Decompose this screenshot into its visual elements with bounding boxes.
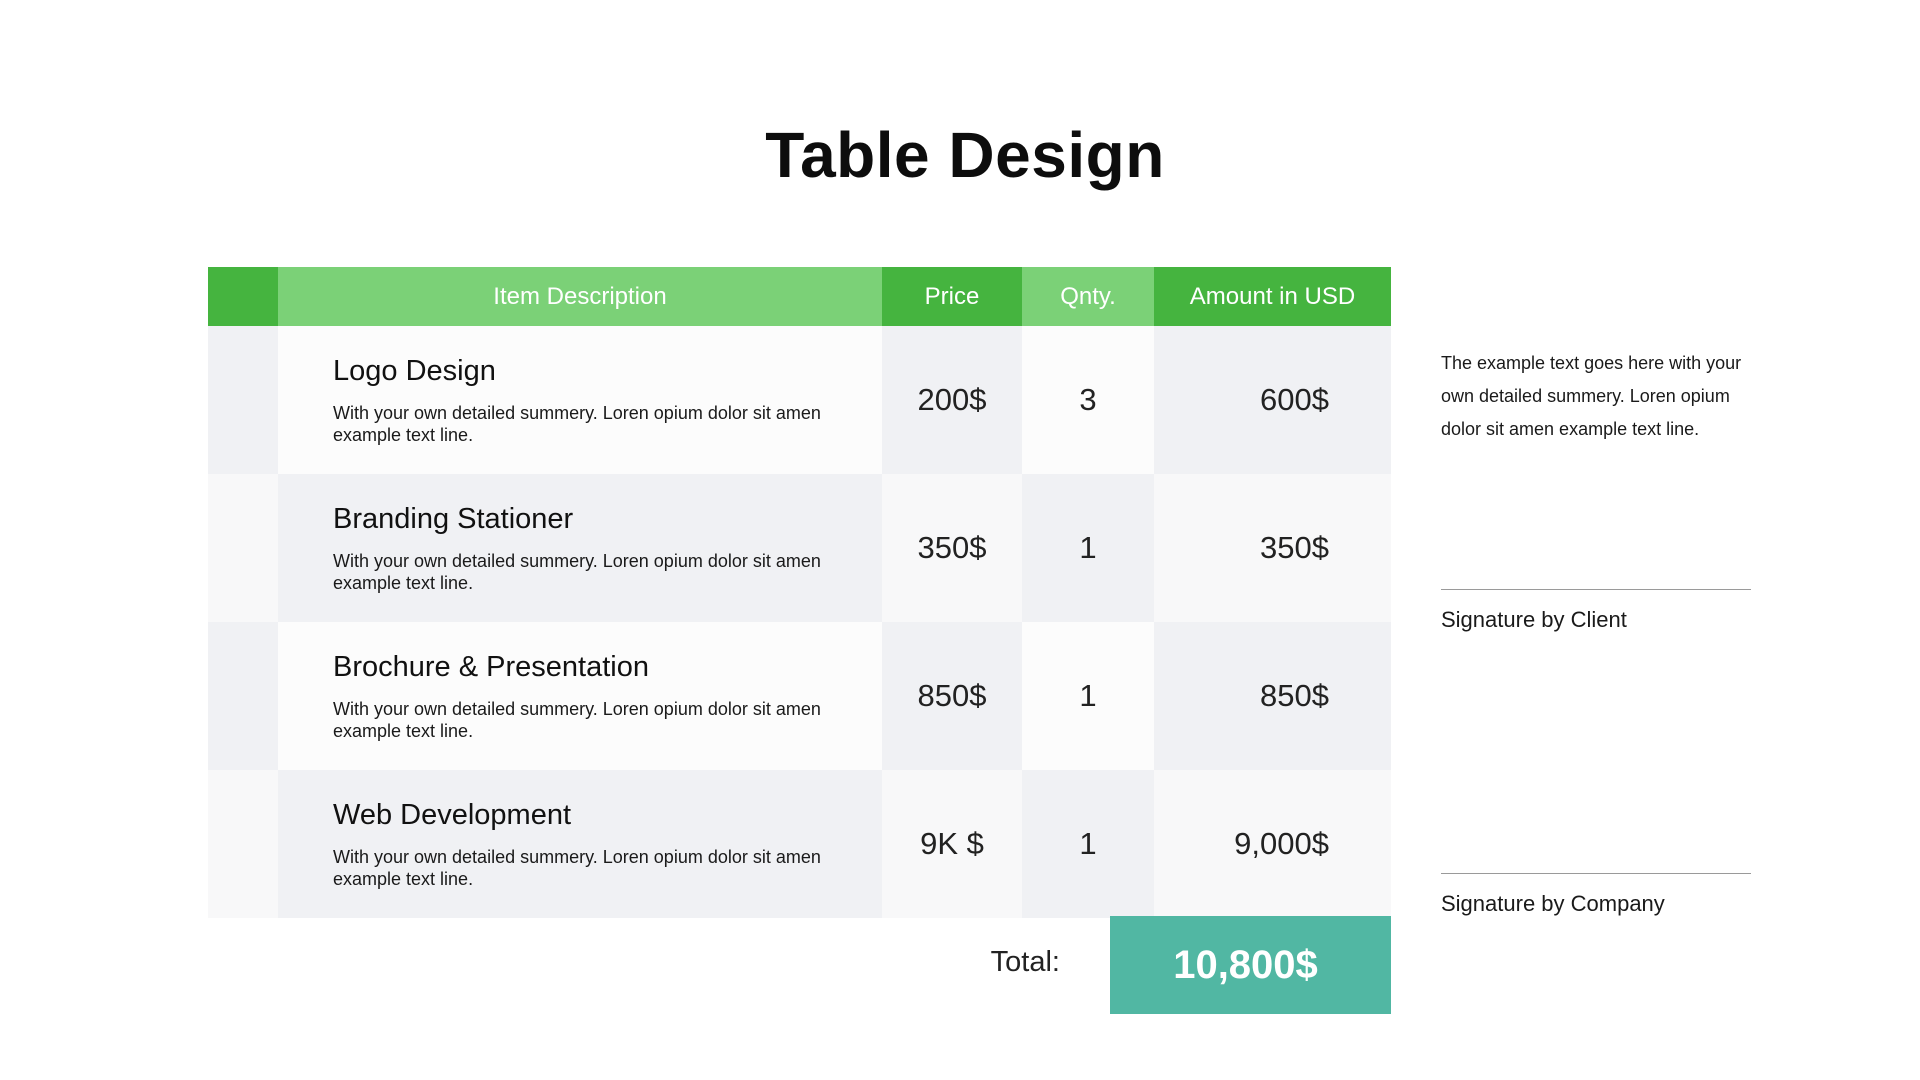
item-amount: 850$ <box>1154 622 1391 770</box>
item-title: Brochure & Presentation <box>333 650 649 683</box>
item-summary: With your own detailed summery. Loren opium dolor sit amen example text line. <box>333 698 821 741</box>
row-marker <box>208 622 278 770</box>
company-signature-label: Signature by Company <box>1441 891 1665 916</box>
item-price: 9K $ <box>882 770 1022 918</box>
item-description-cell <box>278 770 882 918</box>
total-value: 10,800$ <box>1110 916 1391 1014</box>
item-description-cell <box>278 622 882 770</box>
header-amount: Amount in USD <box>1154 267 1391 326</box>
row-marker <box>208 770 278 918</box>
client-signature-line <box>1441 589 1751 590</box>
client-signature-label: Signature by Client <box>1441 607 1627 632</box>
item-title: Logo Design <box>333 354 496 387</box>
header-price: Price <box>882 267 1022 326</box>
item-summary: With your own detailed summery. Loren opium dolor sit amen example text line. <box>333 550 821 593</box>
table-row <box>208 770 1391 918</box>
item-amount: 350$ <box>1154 474 1391 622</box>
item-price: 350$ <box>882 474 1022 622</box>
item-title: Web Development <box>333 798 572 831</box>
item-quantity: 3 <box>1022 326 1154 474</box>
header-quantity: Qnty. <box>1022 267 1154 326</box>
side-note: The example text goes here with your own detailed summery. Loren opium dolor sit amen example text line. <box>1441 353 1742 439</box>
table-row <box>208 474 1391 622</box>
item-summary: With your own detailed summery. Loren opium dolor sit amen example text line. <box>333 402 821 445</box>
item-description-cell <box>278 326 882 474</box>
table-row <box>208 326 1391 474</box>
item-price: 850$ <box>882 622 1022 770</box>
header-item-description: Item Description <box>278 267 882 326</box>
invoice-table <box>208 267 1391 918</box>
item-quantity: 1 <box>1022 474 1154 622</box>
item-amount: 9,000$ <box>1154 770 1391 918</box>
total-label: Total: <box>990 946 1060 978</box>
item-price: 200$ <box>882 326 1022 474</box>
header-spacer <box>208 267 278 326</box>
row-marker <box>208 474 278 622</box>
table-row <box>208 622 1391 770</box>
item-description-cell <box>278 474 882 622</box>
item-quantity: 1 <box>1022 770 1154 918</box>
item-summary: With your own detailed summery. Loren opium dolor sit amen example text line. <box>333 846 821 889</box>
item-title: Branding Stationer <box>333 502 574 535</box>
page-title: Table Design <box>765 119 1165 191</box>
row-marker <box>208 326 278 474</box>
company-signature-line <box>1441 873 1751 874</box>
item-amount: 600$ <box>1154 326 1391 474</box>
item-quantity: 1 <box>1022 622 1154 770</box>
table-header <box>208 267 1391 326</box>
